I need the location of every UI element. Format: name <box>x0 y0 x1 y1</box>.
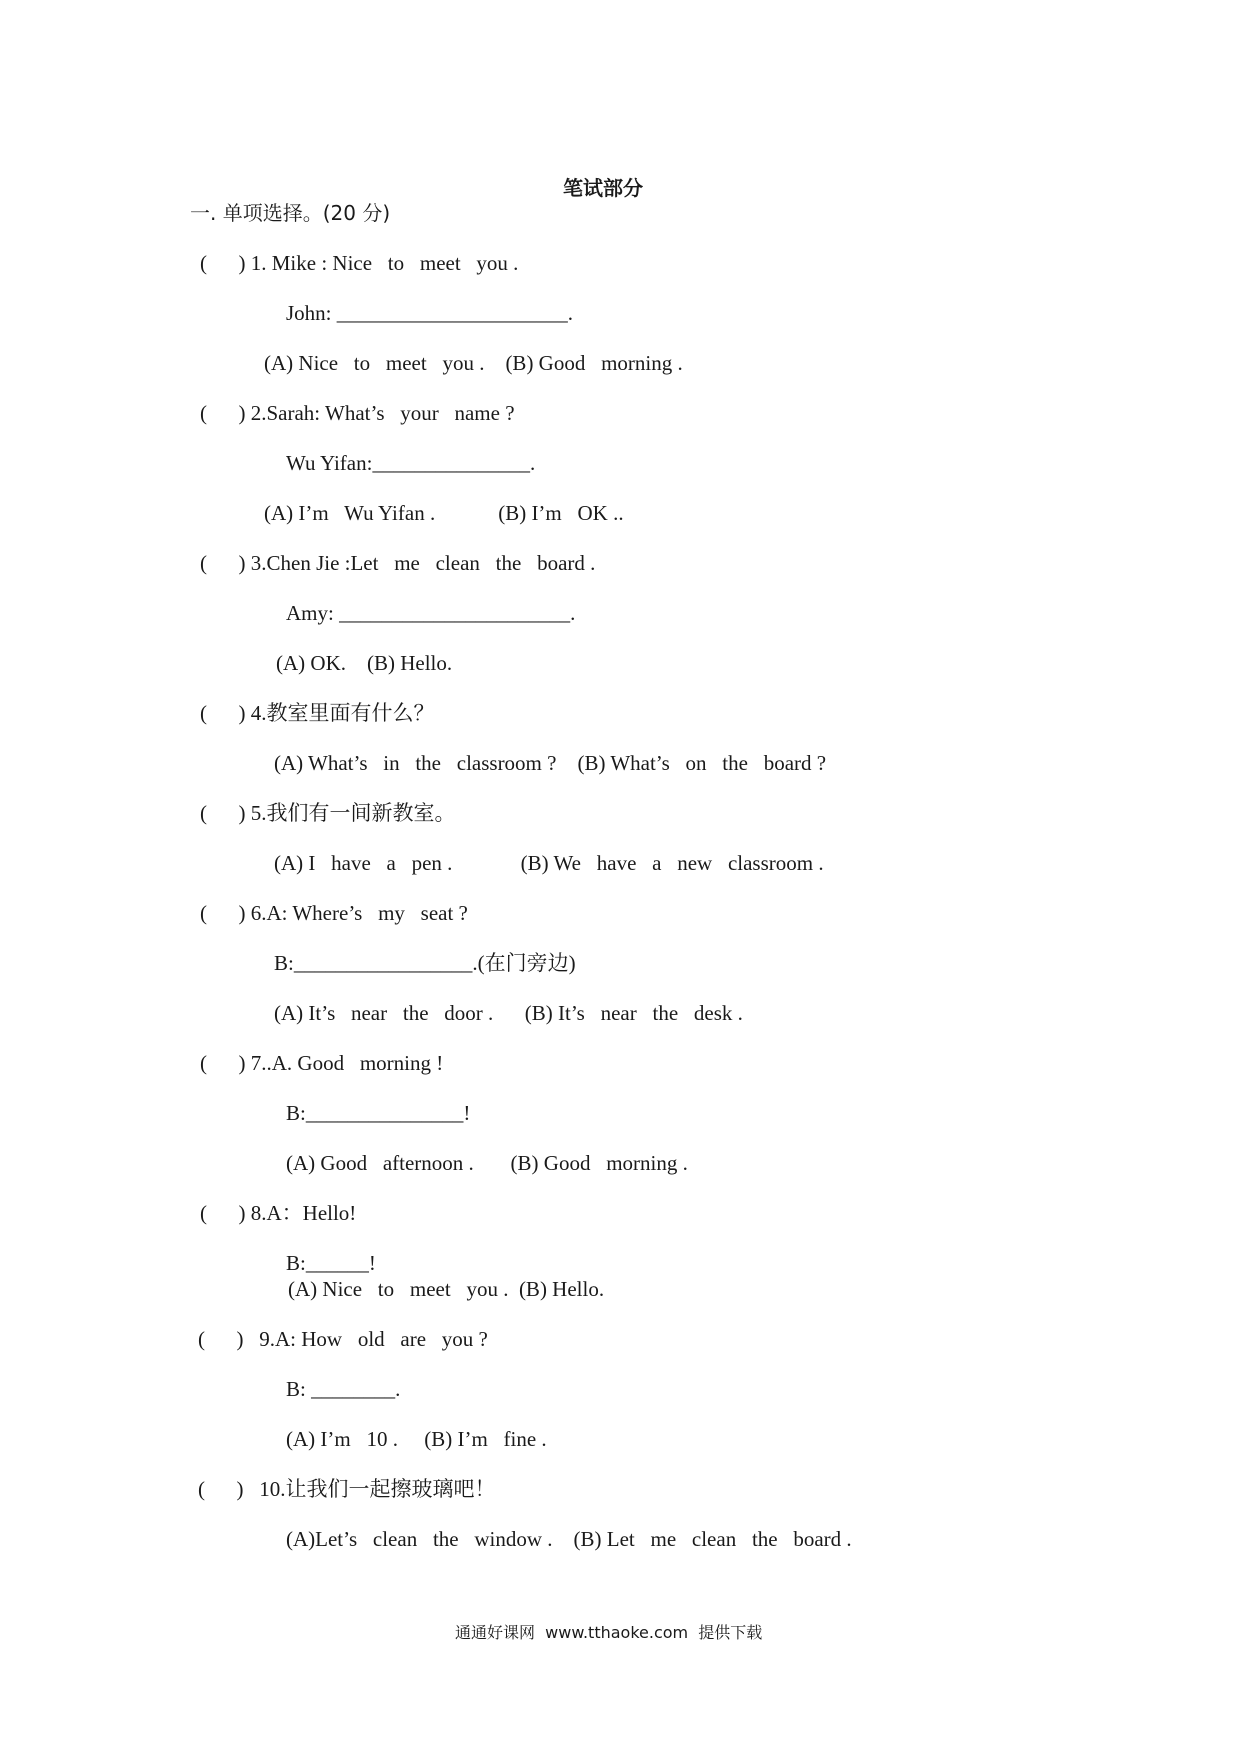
question-1-options: (A) Nice to meet you . (B) Good morning . <box>264 351 683 375</box>
question-3-answer: Amy: ______________________. <box>286 601 576 625</box>
question-10-options: (A)Let’s clean the window . (B) Let me clean the board . <box>286 1527 852 1551</box>
question-4-options: (A) What’s in the classroom ? (B) What’s on the board ? <box>274 751 827 775</box>
question-6-stem: ( ) 6.A: Where’s my seat ? <box>200 901 468 925</box>
question-6-options: (A) It’s near the door . (B) It’s near the desk . <box>274 1001 743 1025</box>
question-2-stem: ( ) 2.Sarah: What’s your name ? <box>200 401 515 425</box>
question-1-stem: ( ) 1. Mike : Nice to meet you . <box>200 251 519 275</box>
question-1-answer: John: ______________________. <box>286 301 574 325</box>
section-heading: 一. 单项选择。(20 分) <box>190 201 391 225</box>
footer-watermark: 通通好课网 www.tthaoke.com 提供下载 <box>455 1623 763 1642</box>
page-title: 笔试部分 <box>563 176 643 200</box>
question-6-answer: B:_________________.(在门旁边) <box>274 951 576 975</box>
question-2-options: (A) I’m Wu Yifan . (B) I’m OK .. <box>264 501 624 525</box>
question-8-options: (A) Nice to meet you . (B) Hello. <box>288 1277 605 1301</box>
question-9-options: (A) I’m 10 . (B) I’m fine . <box>286 1427 547 1451</box>
question-8-answer: B:______! <box>286 1251 376 1275</box>
question-3-options: (A) OK. (B) Hello. <box>276 651 453 675</box>
question-4-stem: ( ) 4.教室里面有什么？ <box>200 701 435 725</box>
question-2-answer: Wu Yifan:_______________. <box>286 451 536 475</box>
question-7-answer: B:_______________! <box>286 1101 471 1125</box>
question-5-stem: ( ) 5.我们有一间新教室。 <box>200 801 456 825</box>
question-5-options: (A) I have a pen . (B) We have a new classroom . <box>274 851 824 875</box>
question-3-stem: ( ) 3.Chen Jie :Let me clean the board . <box>200 551 596 575</box>
question-9-stem: ( ) 9.A: How old are you ? <box>198 1327 488 1351</box>
question-7-stem: ( ) 7..A. Good morning ! <box>200 1051 444 1075</box>
question-10-stem: ( ) 10.让我们一起擦玻璃吧！ <box>198 1477 496 1501</box>
question-8-stem: ( ) 8.A：Hello! <box>200 1201 357 1225</box>
question-9-answer: B: ________. <box>286 1377 401 1401</box>
question-7-options: (A) Good afternoon . (B) Good morning . <box>286 1151 688 1175</box>
